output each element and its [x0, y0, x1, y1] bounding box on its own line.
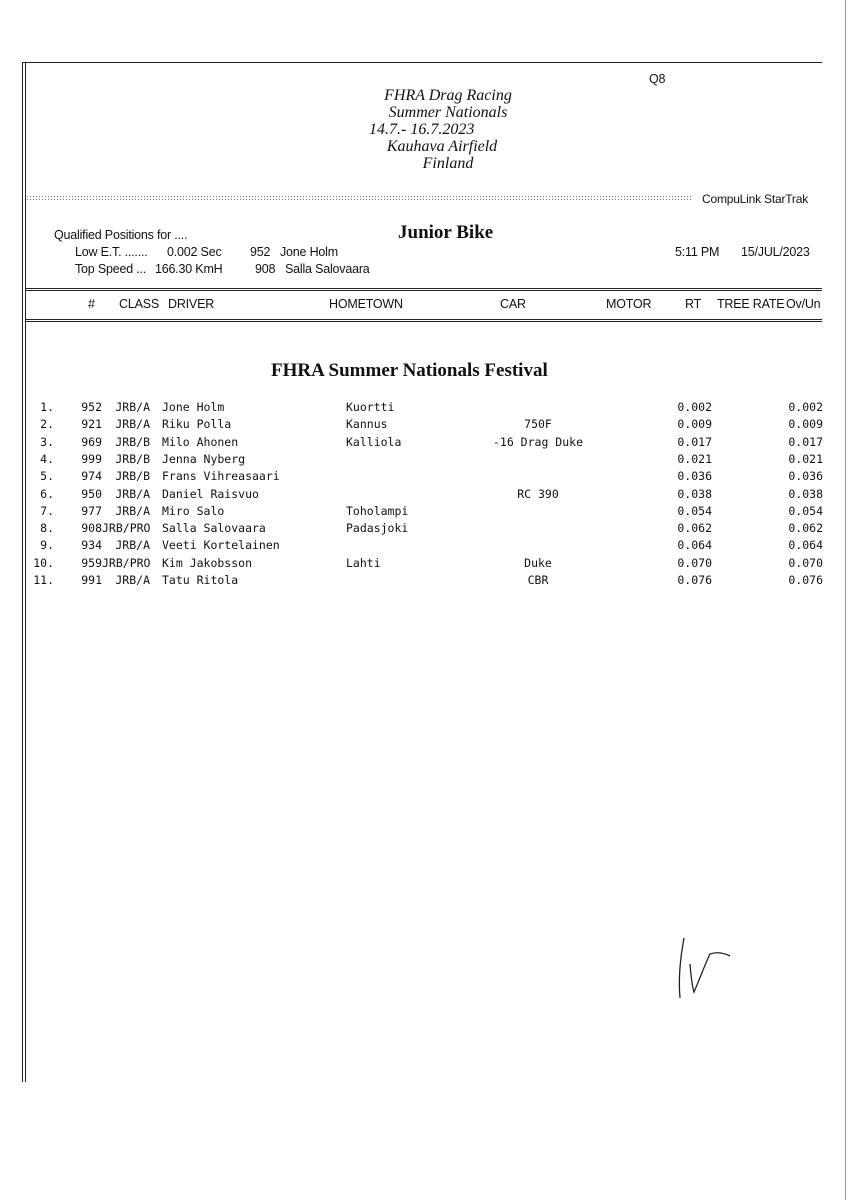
header-rule-top — [26, 288, 822, 289]
signature — [670, 932, 740, 1004]
row-hometown: Kalliola — [346, 434, 402, 449]
table-row — [0, 417, 848, 433]
col-tree-rate: TREE RATE — [717, 297, 785, 311]
row-rt: 0.054 — [677, 503, 712, 518]
top-speed-driver: Salla Salovaara — [285, 262, 370, 276]
event-venue: Kauhava Airfield — [386, 138, 498, 155]
row-ov-un: 0.054 — [788, 503, 823, 518]
left-border-inner — [25, 62, 26, 1082]
row-hometown: Padasjoki — [346, 521, 409, 536]
row-car: 750F — [524, 417, 552, 432]
row-driver: Riku Polla — [162, 417, 232, 432]
row-driver: Miro Salo — [162, 503, 225, 518]
row-position: 6. — [40, 486, 54, 501]
row-class: JRB/A — [115, 538, 150, 553]
col-rt: RT — [685, 297, 702, 311]
row-driver: Daniel Raisvuo — [162, 486, 259, 501]
row-class: JRB/A — [115, 503, 150, 518]
table-row — [0, 469, 848, 485]
row-rt: 0.021 — [677, 451, 712, 466]
row-driver: Frans Vihreasaari — [162, 469, 280, 484]
row-number: 969 — [81, 434, 102, 449]
table-row — [0, 400, 848, 416]
row-ov-un: 0.038 — [788, 486, 823, 501]
row-ov-un: 0.036 — [788, 469, 823, 484]
row-class: JRB/B — [115, 434, 150, 449]
row-rt: 0.076 — [677, 573, 712, 587]
col-car: CAR — [500, 297, 526, 311]
top-speed-num: 908 — [255, 262, 276, 276]
row-position: 2. — [40, 417, 54, 432]
row-driver: Tatu Ritola — [162, 573, 239, 587]
row-position: 3. — [40, 434, 54, 449]
row-ov-un: 0.070 — [788, 555, 823, 570]
row-rt: 0.038 — [677, 486, 712, 501]
row-position: 11. — [33, 573, 54, 587]
row-rt: 0.009 — [677, 417, 712, 432]
section-title: FHRA Summer Nationals Festival — [271, 360, 548, 381]
report-time: 5:11 PM — [675, 245, 720, 259]
top-rule — [22, 62, 822, 63]
row-number: 921 — [81, 417, 102, 432]
table-row — [0, 538, 848, 554]
class-title: Junior Bike — [398, 222, 494, 243]
col-hometown: HOMETOWN — [329, 297, 403, 311]
row-position: 4. — [40, 451, 54, 466]
header-rule-bottom — [26, 319, 822, 320]
row-class: JRB/B — [115, 469, 150, 484]
row-number: 934 — [81, 538, 102, 553]
row-number: 974 — [81, 469, 102, 484]
row-rt: 0.036 — [677, 469, 712, 484]
row-driver: Kim Jakobsson — [162, 555, 253, 570]
event-title: FHRA Drag Racing — [384, 87, 512, 104]
row-position: 5. — [40, 469, 54, 484]
row-class: JRB/A — [115, 573, 150, 587]
row-driver: Salla Salovaara — [162, 521, 266, 536]
header-rule-bottom-2 — [26, 321, 822, 322]
table-row — [0, 487, 848, 503]
row-rt: 0.062 — [677, 521, 712, 536]
table-row — [0, 521, 848, 537]
top-speed-label: Top Speed ... — [75, 262, 147, 276]
row-number: 999 — [81, 451, 102, 466]
table-row — [0, 556, 848, 572]
table-row — [0, 452, 848, 468]
row-ov-un: 0.076 — [788, 573, 823, 587]
row-position: 9. — [40, 538, 54, 553]
row-rt: 0.002 — [677, 400, 712, 414]
row-number: 959 — [81, 555, 102, 570]
system-name: CompuLink StarTrak — [702, 192, 808, 206]
row-class: JRB/A — [115, 400, 150, 414]
low-et-label: Low E.T. ....... — [75, 245, 148, 259]
row-rt: 0.017 — [677, 434, 712, 449]
row-number: 908 — [81, 521, 102, 536]
event-dates: 14.7.- 16.7.2023 — [369, 121, 475, 138]
row-hometown: Kannus — [346, 417, 388, 432]
row-number: 991 — [81, 573, 102, 587]
table-row — [0, 435, 848, 451]
row-class: JRB/PRO — [102, 521, 151, 536]
low-et-num: 952 — [250, 245, 271, 259]
col-motor: MOTOR — [606, 297, 652, 311]
row-hometown: Lahti — [346, 555, 381, 570]
row-position: 8. — [40, 521, 54, 536]
row-rt: 0.064 — [677, 538, 712, 553]
qualified-label: Qualified Positions for .... — [54, 228, 188, 242]
row-number: 950 — [81, 486, 102, 501]
row-hometown: Kuortti — [346, 400, 395, 414]
row-driver: Veeti Kortelainen — [162, 538, 280, 553]
row-number: 977 — [81, 503, 102, 518]
row-position: 7. — [40, 503, 54, 518]
low-et-driver: Jone Holm — [280, 245, 338, 259]
row-driver: Jenna Nyberg — [162, 451, 246, 466]
row-hometown: Toholampi — [346, 503, 409, 518]
col-num: # — [88, 297, 95, 311]
row-number: 952 — [81, 400, 102, 414]
row-class: JRB/B — [115, 451, 150, 466]
low-et-value: 0.002 Sec — [167, 245, 222, 259]
row-rt: 0.070 — [677, 555, 712, 570]
row-driver: Milo Ahonen — [162, 434, 239, 449]
col-class: CLASS — [119, 297, 159, 311]
header-rule-top-2 — [26, 290, 822, 291]
report-date: 15/JUL/2023 — [741, 245, 810, 259]
col-driver: DRIVER — [168, 297, 215, 311]
row-class: JRB/A — [115, 417, 150, 432]
row-ov-un: 0.021 — [788, 451, 823, 466]
table-row — [0, 504, 848, 520]
row-car: -16 Drag Duke — [492, 434, 583, 449]
row-driver: Jone Holm — [162, 400, 225, 414]
row-car: RC 390 — [517, 486, 559, 501]
row-class: JRB/A — [115, 486, 150, 501]
row-position: 10. — [33, 555, 54, 570]
row-car: CBR — [527, 573, 549, 587]
dotted-separator — [26, 195, 692, 200]
top-speed-value: 166.30 KmH — [155, 262, 223, 276]
row-ov-un: 0.002 — [788, 400, 823, 414]
row-ov-un: 0.064 — [788, 538, 823, 553]
event-country: Finland — [422, 155, 474, 172]
row-class: JRB/PRO — [102, 555, 151, 570]
row-ov-un: 0.009 — [788, 417, 823, 432]
right-edge — [845, 0, 846, 1200]
row-ov-un: 0.017 — [788, 434, 823, 449]
row-position: 1. — [40, 400, 54, 414]
left-border — [22, 62, 23, 1082]
col-ov-un: Ov/Un — [786, 297, 821, 311]
page-code: Q8 — [649, 72, 666, 86]
table-row — [0, 573, 848, 589]
row-ov-un: 0.062 — [788, 521, 823, 536]
row-car: Duke — [524, 555, 552, 570]
event-subtitle: Summer Nationals — [388, 104, 508, 121]
